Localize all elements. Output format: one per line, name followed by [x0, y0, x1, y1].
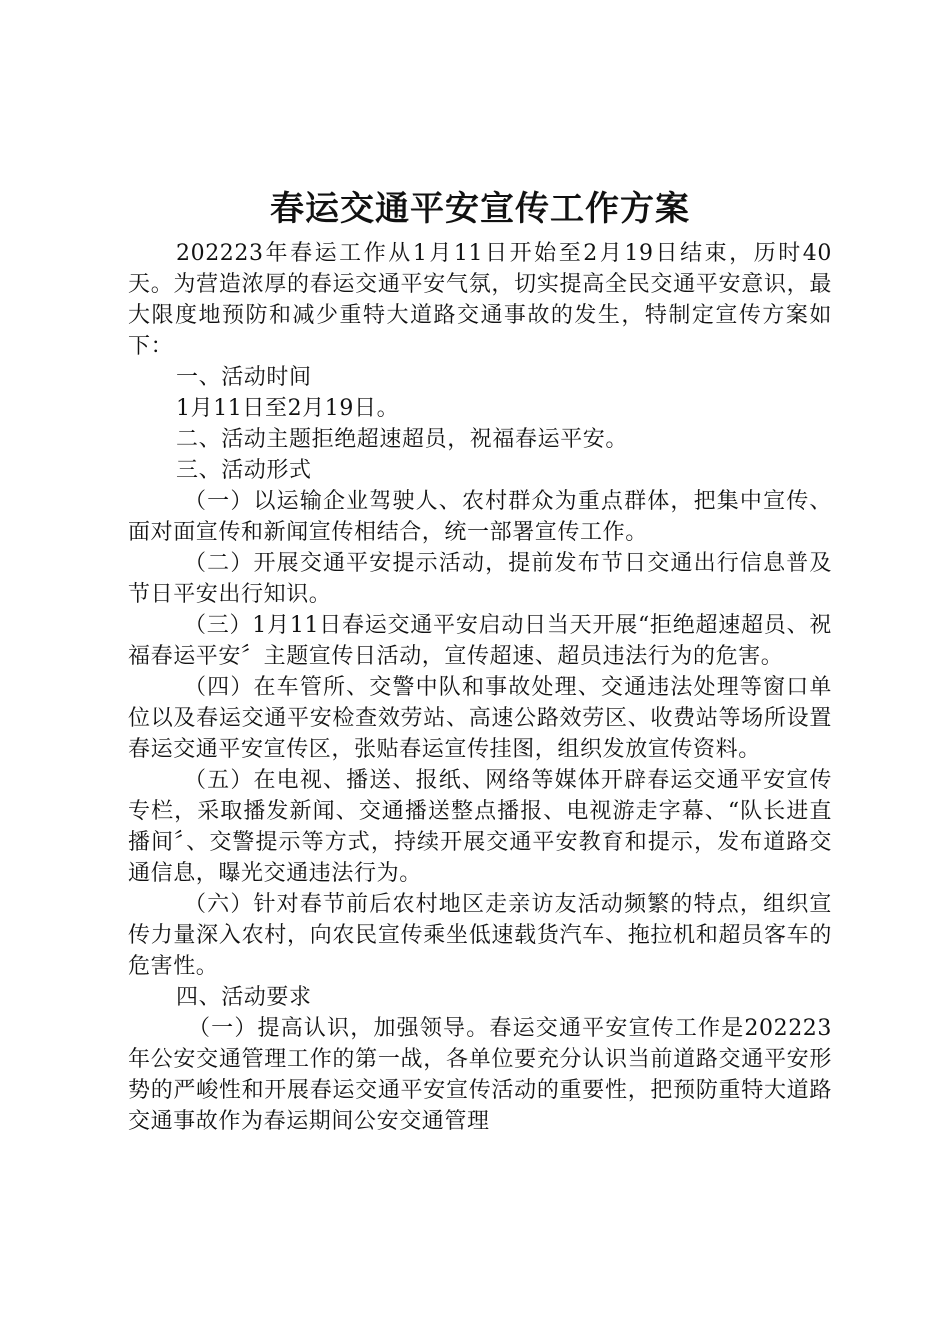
section-heading-forms: 三、活动形式 [176, 458, 312, 483]
form-item-2: （二）开展交通平安提示活动，提前发布节日交通出行信息普及节日平安出行知识。 [128, 551, 832, 607]
document-title: 春运交通平安宣传工作方案 [270, 189, 690, 229]
requirement-item-1: （一）提高认识，加强领导。春运交通平安宣传工作是202223年公安交通管理工作的第一战，各单位要充分认识当前道路交通平安形势的严峻性和开展春运交通平安宣传活动的重要性，把预防重特大道路交通事故作为春运期间公安交通管理 [128, 1016, 832, 1134]
section-heading-requirements: 四、活动要求 [176, 985, 312, 1010]
form-item-4: （四）在车管所、交警中队和事故处理、交通违法处理等窗口单位以及春运交通平安检查效劳站、高速公路效劳区、收费站等场所设置春运交通平安宣传区，张贴春运宣传挂图，组织发放宣传资料。 [128, 675, 832, 762]
form-item-5: （五）在电视、播送、报纸、网络等媒体开辟春运交通平安宣传专栏，采取播发新闻、交通播送整点播报、电视游走字幕、“队长进直播间〞、交警提示等方式，持续开展交通平安教育和提示，发布道路交通信息，曝光交通违法行为。 [128, 768, 832, 886]
section-heading-theme: 二、活动主题拒绝超速超员，祝福春运平安。 [176, 427, 629, 452]
section-heading-time: 一、活动时间 [176, 365, 312, 390]
intro-paragraph: 202223年春运工作从1月11日开始至2月19日结束，历时40天。为营造浓厚的春运交通平安气氛，切实提高全民交通平安意识，最大限度地预防和减少重特大道路交通事故的发生，特制定宣传方案如下： [128, 241, 832, 359]
form-item-6: （六）针对春节前后农村地区走亲访友活动频繁的特点，组织宣传力量深入农村，向农民宣传乘坐低速载货汽车、拖拉机和超员客车的危害性。 [128, 892, 832, 979]
form-item-3: （三）1月11日春运交通平安启动日当天开展“拒绝超速超员、祝福春运平安〞主题宣传日活动，宣传超速、超员违法行为的危害。 [128, 613, 832, 669]
document-body [128, 238, 832, 1137]
form-item-1: （一）以运输企业驾驶人、农村群众为重点群体，把集中宣传、面对面宣传和新闻宣传相结合，统一部署宣传工作。 [128, 489, 832, 545]
activity-time-text: 1月11日至2月19日。 [176, 396, 400, 421]
